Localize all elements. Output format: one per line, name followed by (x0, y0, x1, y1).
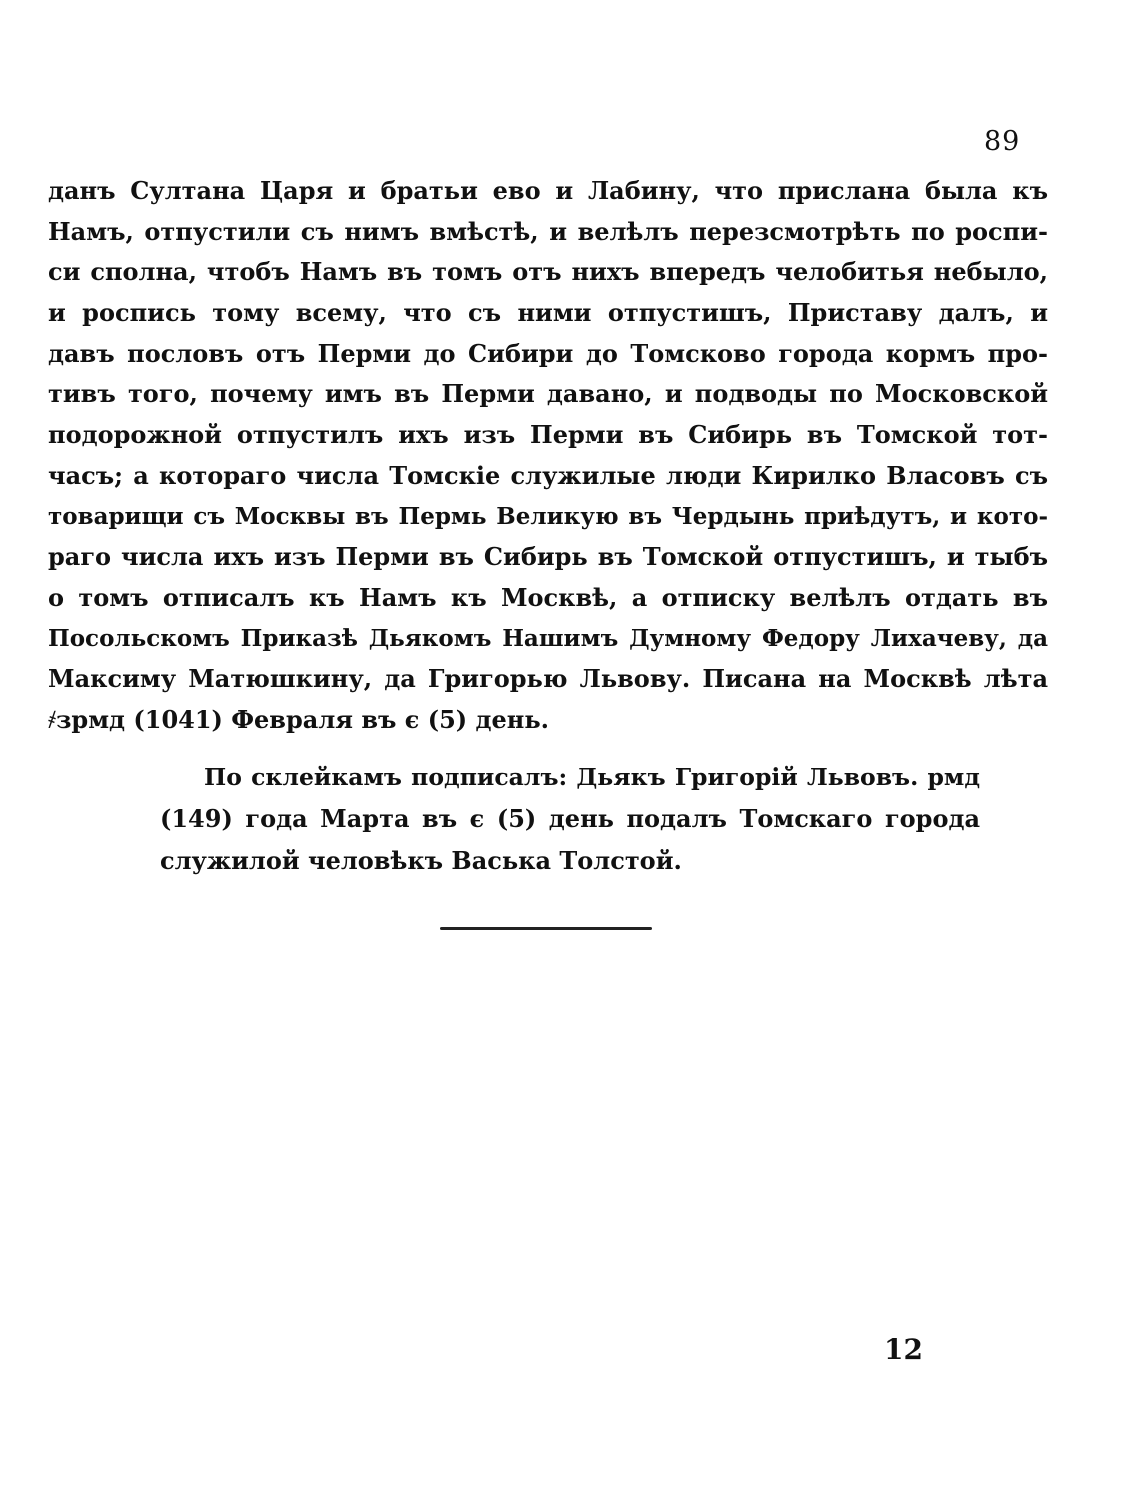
text-line: Максиму Матюшкину, да Григорью Львову. Писана на Москвѣ лѣта (48, 664, 1048, 694)
text-line: о томъ отписалъ къ Намъ къ Москвѣ, а отписку велѣлъ отдать въ (48, 582, 1048, 612)
text-line: Намъ, отпустили съ нимъ вмѣстѣ, и велѣлъ перезсмотрѣть по роспи- (48, 216, 1048, 246)
text-line: раго числа ихъ изъ Перми въ Сибирь въ Томской отпустишъ, и тыбъ (48, 542, 1048, 572)
note-line: По склейкамъ подписалъ: Дьякъ Григорій Львовъ. рмд (204, 763, 980, 791)
text-line: и роспись тому всему, что съ ними отпустишъ, Приставу далъ, и (48, 298, 1048, 328)
text-line: тивъ того, почему имъ въ Перми давано, и подводы по Московской (48, 379, 1048, 409)
text-line: давъ пословъ отъ Перми до Сибири до Томсково города кормъ про- (48, 338, 1048, 368)
main-text (48, 171, 1048, 741)
page-number: 89 (984, 126, 1021, 157)
section-divider (440, 927, 652, 930)
text-line: си сполна, чтобъ Намъ въ томъ отъ нихъ впередъ челобитья небыло, (48, 257, 1048, 287)
text-line: товарищи съ Москвы въ Пермь Великую въ Чердынь приѣдутъ, и кото- (48, 502, 1048, 530)
text-line: Посольскомъ Приказѣ Дьякомъ Нашимъ Думному Федору Лихачеву, да (48, 624, 1048, 652)
note-line: служилой человѣкъ Васька Толстой. (160, 846, 682, 875)
text-line: ҂зрмд (1041) Февраля въ є (5) день. (48, 704, 549, 734)
endorsement-note (160, 756, 980, 882)
note-line: (149) года Марта въ є (5) день подалъ Томскаго города (160, 804, 980, 833)
text-line: часъ; а котораго числа Томскіе служилые люди Кирилко Власовъ съ (48, 460, 1048, 490)
text-line: данъ Султана Царя и братьи ево и Лабину, что прислана была къ (48, 176, 1048, 205)
signature-mark: 12 (884, 1333, 923, 1366)
text-line: подорожной отпустилъ ихъ изъ Перми въ Сибирь въ Томской тот- (48, 420, 1048, 450)
